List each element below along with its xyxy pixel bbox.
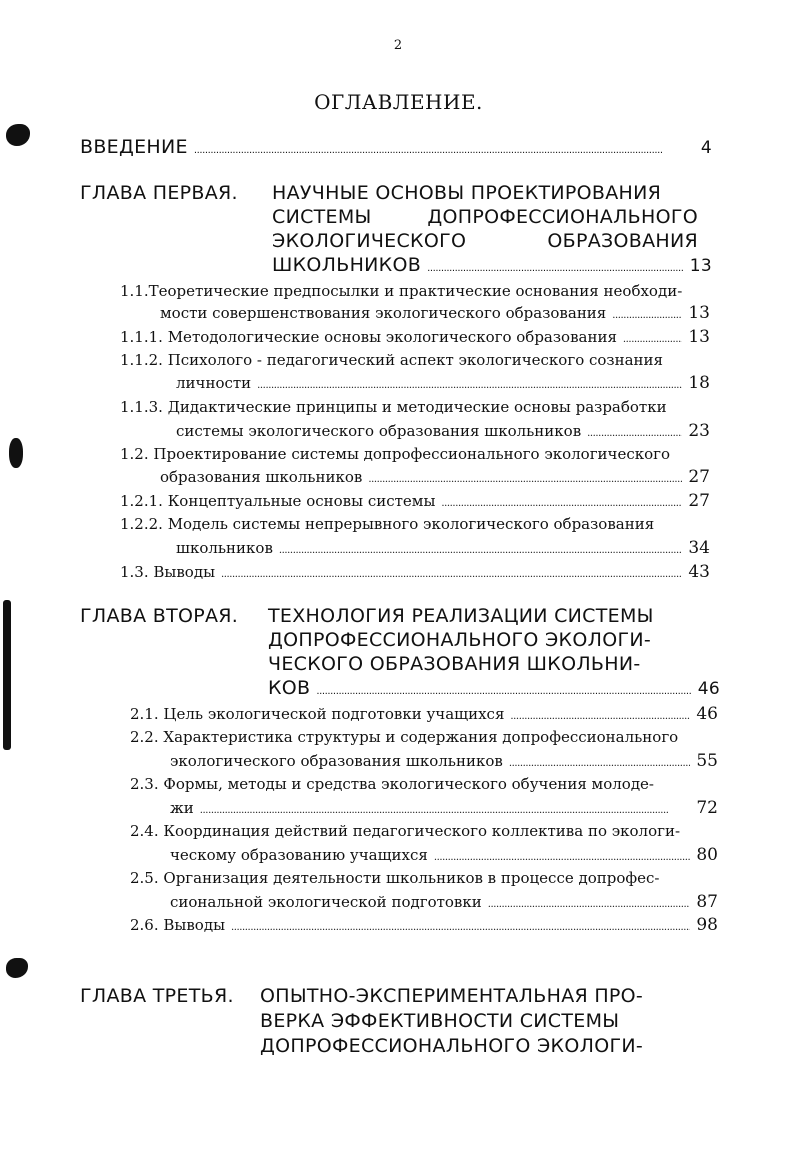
- toc-entry-1-2: образования школьников . . . 27: [160, 467, 710, 487]
- chapter-label: ГЛАВА ПЕРВАЯ.: [80, 182, 238, 204]
- leader-dots: [509, 752, 691, 770]
- leader-dots: [279, 539, 682, 557]
- toc-entry-text: 1.2.2. Модель системы непрерывного экологического образования: [120, 515, 655, 533]
- leader-dots: [231, 916, 690, 934]
- toc-entry-1-1-1: 1.1.1. Методологические основы экологического образования . . . 13: [120, 327, 710, 347]
- toc-entry-chapter2: КОВ . . . 46: [268, 677, 720, 699]
- chapter-label: ГЛАВА ВТОРАЯ.: [80, 605, 239, 627]
- leader-dots: [434, 846, 691, 864]
- leader-dots: [587, 422, 682, 440]
- toc-entry-text: 1.1.Теоретические предпосылки и практические основания необходи-: [120, 282, 683, 300]
- leader-dots: [612, 304, 682, 322]
- toc-entry-text: 1.1.3. Дидактические принципы и методические основы разработки: [120, 398, 667, 416]
- leader-dots: [316, 677, 691, 699]
- toc-entry-text: 2.5. Организация деятельности школьников в процессе допрофес-: [130, 869, 660, 887]
- chapter-title-line: ОПЫТНО-ЭКСПЕРИМЕНТАЛЬНАЯ ПРО-: [260, 985, 644, 1007]
- scan-blot: [6, 958, 28, 978]
- toc-entry-1-1: мости совершенствования экологического образования . . . 13: [160, 303, 710, 323]
- toc-entry-1-3: 1.3. Выводы . . . 43: [120, 562, 710, 582]
- leader-dots: [510, 705, 690, 723]
- toc-entry-1-1-2: личности . . . 18: [176, 373, 710, 393]
- toc-entry-1-2-1: 1.2.1. Концептуальные основы системы . . . 27: [120, 491, 710, 511]
- entry-page: 4: [700, 138, 712, 158]
- scan-blot: [9, 438, 23, 468]
- chapter-title-line: ЭКОЛОГИЧЕСКОГО ОБРАЗОВАНИЯ: [272, 230, 698, 252]
- scan-blot: [6, 124, 30, 146]
- chapter-title-line: ДОПРОФЕССИОНАЛЬНОГО ЭКОЛОГИ-: [260, 1035, 644, 1057]
- toc-entry-text: 2.2. Характеристика структуры и содержания допрофессионального: [130, 728, 679, 746]
- chapter-title-line: ВЕРКА ЭФФЕКТИВНОСТИ СИСТЕМЫ: [260, 1010, 620, 1032]
- toc-entry-intro: [80, 136, 712, 158]
- entry-page: 13: [689, 256, 712, 276]
- leader-dots: [257, 374, 682, 392]
- page-number: 2: [393, 38, 403, 53]
- leader-dots: [221, 563, 682, 581]
- toc-entry-1-1-3: системы экологического образования школьников . . . 23: [176, 421, 710, 441]
- leader-dots: [488, 893, 691, 911]
- toc-entry-text: 1.1.2. Психолого - педагогический аспект экологического сознания: [120, 351, 664, 369]
- toc-entry-text: 2.3. Формы, методы и средства экологического обучения молоде-: [130, 775, 654, 793]
- chapter-label: ГЛАВА ТРЕТЬЯ.: [80, 985, 234, 1007]
- chapter-title-line: СИСТЕМЫ ДОПРОФЕССИОНАЛЬНОГО: [272, 206, 698, 228]
- entry-title: ВВЕДЕНИЕ: [80, 136, 188, 158]
- toc-entry-text: 2.4. Координация действий педагогического коллектива по экологи-: [130, 822, 681, 840]
- toc-entry-2-6: 2.6. Выводы . . . 98: [130, 915, 718, 935]
- leader-dots: [194, 136, 695, 158]
- leader-dots: [623, 328, 682, 346]
- leader-dots: [368, 468, 682, 486]
- toc-entry-2-2: экологического образования школьников . . . 55: [170, 751, 718, 771]
- toc-entry-chapter1: ШКОЛЬНИКОВ . . . 13: [272, 254, 712, 276]
- leader-dots: [441, 492, 682, 510]
- chapter-title-line: НАУЧНЫЕ ОСНОВЫ ПРОЕКТИРОВАНИЯ: [272, 182, 662, 204]
- toc-entry-text: 1.2. Проектирование системы допрофессионального экологического: [120, 445, 671, 463]
- toc-entry-1-2-2: школьников . . . 34: [176, 538, 710, 558]
- chapter-title-line: ТЕХНОЛОГИЯ РЕАЛИЗАЦИИ СИСТЕМЫ: [268, 605, 654, 627]
- chapter-title-line: ДОПРОФЕССИОНАЛЬНОГО ЭКОЛОГИ-: [268, 629, 652, 651]
- leader-dots: [427, 254, 684, 276]
- toc-entry-2-4: ческому образованию учащихся . . . 80: [170, 845, 718, 865]
- toc-entry-2-3: жи . . . 72: [170, 798, 718, 818]
- entry-page: 46: [697, 679, 720, 699]
- leader-dots: [200, 799, 691, 817]
- chapter-title-line: ЧЕСКОГО ОБРАЗОВАНИЯ ШКОЛЬНИ-: [268, 653, 641, 675]
- toc-entry-2-5: сиональной экологической подготовки . . . 87: [170, 892, 718, 912]
- scan-edge-mark: [3, 600, 11, 750]
- toc-entry-2-1: 2.1. Цель экологической подготовки учащихся . . . 46: [130, 704, 718, 724]
- toc-heading: ОГЛАВЛЕНИЕ.: [314, 90, 483, 114]
